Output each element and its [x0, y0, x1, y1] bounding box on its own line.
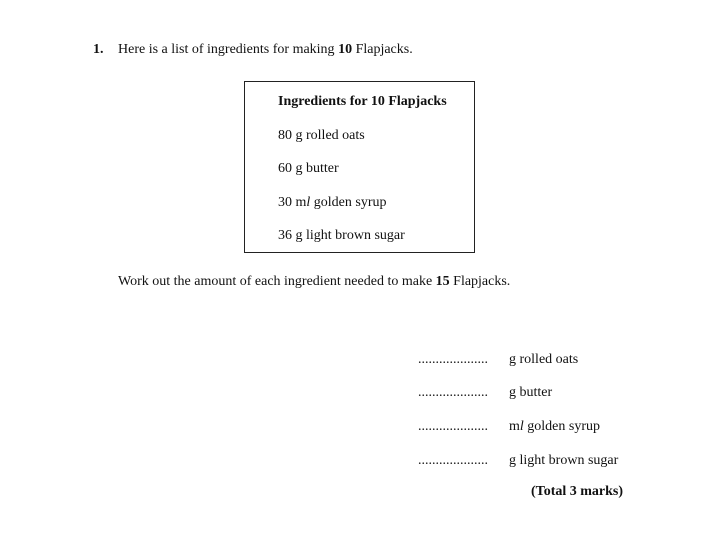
- total-marks: (Total 3 marks): [531, 484, 624, 499]
- title-suffix: Flapjacks: [384, 94, 447, 109]
- ingredient-unit-italic: l: [306, 195, 311, 210]
- answer-blank[interactable]: ....................: [418, 352, 488, 367]
- answer-label: [509, 453, 618, 469]
- ingredient-name: light brown sugar: [302, 228, 405, 243]
- answer-label: [509, 352, 578, 368]
- ingredient-name: butter: [302, 161, 339, 176]
- title-count: 10: [370, 94, 385, 109]
- ingredient-amount: 60 g: [278, 161, 303, 176]
- ingredient-item: [278, 161, 339, 177]
- answer-label: [509, 385, 552, 401]
- ingredient-amount: 80 g: [278, 128, 303, 143]
- answer-row: [418, 453, 619, 469]
- answer-name: light brown sugar: [516, 453, 619, 468]
- intro-count: 10: [338, 42, 353, 57]
- ingredient-item: [278, 195, 387, 211]
- intro-prefix: Here is a list of ingredients for making: [118, 42, 339, 57]
- answer-unit-italic: l: [519, 419, 524, 434]
- answer-unit: m: [509, 419, 520, 434]
- ingredient-amount: 36 g: [278, 228, 303, 243]
- answer-name: butter: [516, 385, 553, 400]
- answer-blank[interactable]: ....................: [418, 419, 488, 434]
- ingredient-item: [278, 228, 405, 244]
- ingredients-title: [278, 94, 447, 110]
- answer-row: [418, 352, 579, 368]
- question-number: 1.: [93, 42, 104, 57]
- answer-unit: g: [509, 352, 516, 367]
- answer-unit: g: [509, 385, 516, 400]
- instruction-count: 15: [435, 274, 450, 289]
- answer-row: [418, 385, 553, 401]
- answer-unit: g: [509, 453, 516, 468]
- ingredient-name: rolled oats: [302, 128, 365, 143]
- title-prefix: Ingredients for: [278, 94, 371, 109]
- ingredients-box: [244, 81, 475, 253]
- answer-blank[interactable]: ....................: [418, 385, 488, 400]
- question-intro: [118, 42, 413, 58]
- ingredient-item: [278, 128, 365, 144]
- answer-name: rolled oats: [516, 352, 579, 367]
- ingredient-amount: 30 m: [278, 195, 307, 210]
- instruction-text: [118, 274, 510, 290]
- answer-blank[interactable]: ....................: [418, 453, 488, 468]
- instruction-prefix: Work out the amount of each ingredient needed to make: [118, 274, 436, 289]
- answer-label: [509, 419, 600, 435]
- answer-name: golden syrup: [523, 419, 600, 434]
- instruction-suffix: Flapjacks.: [449, 274, 511, 289]
- ingredient-name: golden syrup: [310, 195, 387, 210]
- answer-row: [418, 419, 600, 435]
- intro-suffix: Flapjacks.: [352, 42, 413, 57]
